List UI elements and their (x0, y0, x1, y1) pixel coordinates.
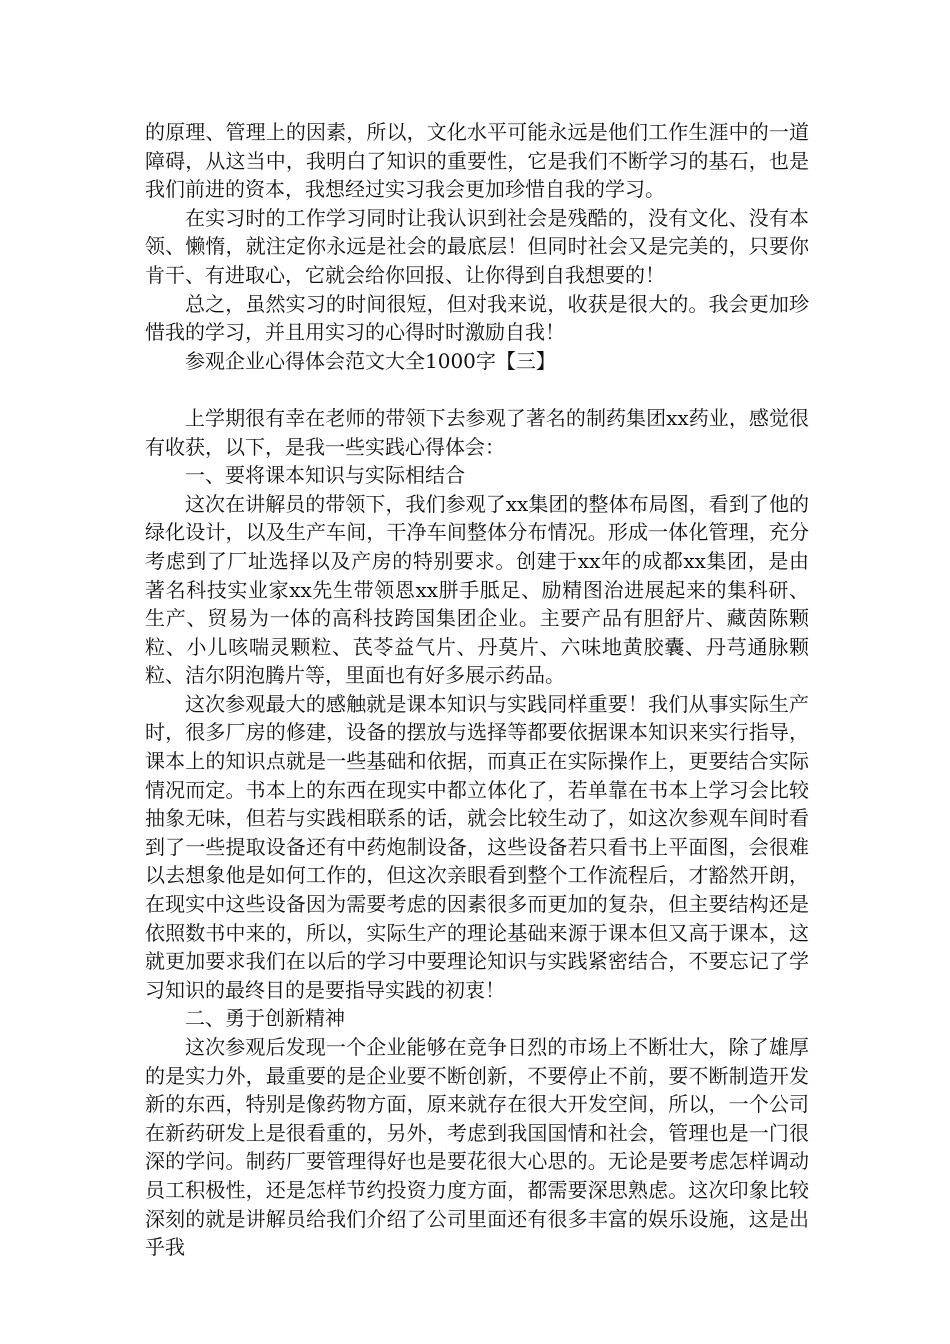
paragraph-feeling: 这次参观最大的感触就是课本知识与实践同样重要！我们从事实际生产时，很多厂房的修建，设备的摆放与选择等都要依据课本知识来实行指导，课本上的知识点就是一些基础和依据，而真正在实际操作上，更要结合实际情况而定。书本上的东西在现实中都立体化了，若单靠在书本上学习会比较抽象无味，但若与实践相联系的话，就会比较生动了，如这次参观车间时看到了一些提取设备还有中药炮制设备，这些设备若只看书上平面图，会很难以去想象他是如何工作的，但这次亲眼看到整个工作流程后，才豁然开朗，在现实中这些设备因为需要考虑的因素很多而更加的复杂，但主要结构还是依照数书中来的，所以，实际生产的理论基础来源于课本但又高于课本，这就更加要求我们在以后的学习中要理论知识与实践紧密结合，不要忘记了学习知识的最终目的是要指导实践的初衷！ (145, 691, 809, 1002)
paragraph-continuation: 的原理、管理上的因素，所以，文化水平可能永远是他们工作生涯中的一道障碍，从这当中，我明白了知识的重要性，它是我们不断学习的基石，也是我们前进的资本，我想经过实习我会更加珍惜自我的学习。 (145, 120, 809, 202)
paragraph-innovation: 这次参观后发现一个企业能够在竞争日烈的市场上不断壮大，除了雄厚的是实力外，最重要的是企业要不断创新，不要停止不前，要不断制造开发新的东西，特别是像药物方面，原来就存在很大开发空间，所以，一个公司在新药研发上是很看重的，另外，考虑到我国国情和社会，管理也是一门很深的学问。制药厂要管理得好也是要花很大心思的。无论是要考虑怎样调动员工积极性，还是怎样节约投资力度方面，都需要深思熟虑。这次印象比较深刻的就是讲解员给我们介绍了公司里面还有很多丰富的娱乐设施，这是出乎我 (145, 1035, 809, 1260)
blank-line (145, 375, 809, 404)
document-page (145, 118, 809, 1262)
section-title: 参观企业心得体会范文大全1000字【三】 (185, 348, 556, 373)
paragraph-conclusion: 总之，虽然实习的时间很短，但对我来说，收获是很大的。我会更加珍惜我的学习，并且用实习的心得时时激励自我！ (145, 291, 809, 345)
paragraph-visit: 这次在讲解员的带领下，我们参观了xx集团的整体布局图，看到了他的绿化设计，以及生产车间，干净车间整体分布情况。形成一体化管理，充分考虑到了厂址选择以及产房的特别要求。创建于xx年的成都xx集团，是由著名科技实业家xx先生带领恩xx胼手胝足、励精图治进展起来的集科研、生产、贸易为一体的高科技跨国集团企业。主要产品有胆舒片、藏茵陈颗粒、小儿咳喘灵颗粒、芪苓益气片、丹莫片、六味地黄胶囊、丹芎通脉颗粒、洁尔阴泡腾片等，里面也有好多展示药品。 (145, 491, 809, 688)
paragraph-intro: 上学期很有幸在老师的带领下去参观了著名的制药集团xx药业，感觉很有收获，以下，是我一些实践心得体会： (145, 405, 809, 459)
heading-one: 一、要将课本知识与实际相结合 (185, 463, 465, 488)
paragraph-society: 在实习时的工作学习同时让我认识到社会是残酷的，没有文化、没有本领、懒惰，就注定你永远是社会的最底层！但同时社会又是完美的，只要你肯干、有进取心，它就会给你回报、让你得到自我想要的！ (145, 205, 809, 287)
heading-two: 二、勇于创新精神 (185, 1006, 345, 1031)
